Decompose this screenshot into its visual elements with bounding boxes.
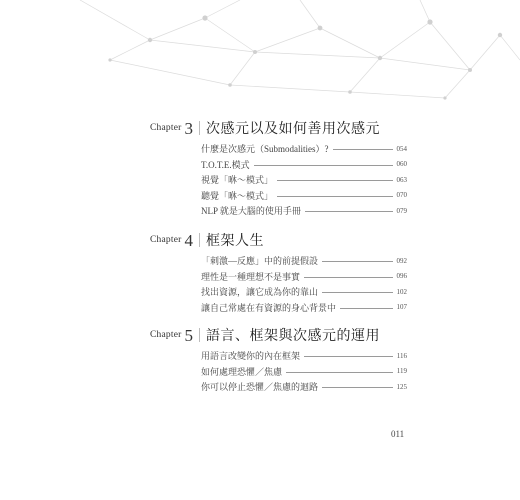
chapter-word: Chapter bbox=[150, 330, 182, 340]
dot-leader bbox=[304, 277, 392, 278]
chapter-heading bbox=[150, 118, 380, 138]
toc-entry-page: 054 bbox=[396, 144, 407, 153]
chapter-word: Chapter bbox=[150, 235, 182, 245]
chapter-separator bbox=[199, 328, 200, 342]
dot-leader bbox=[322, 292, 392, 293]
toc-entry[interactable] bbox=[201, 365, 407, 378]
toc-entry-title: 如何處理恐懼／焦慮 bbox=[201, 366, 283, 377]
toc-entry-title: 什麼是次感元（Submodalities）? bbox=[201, 144, 329, 154]
toc-entry[interactable] bbox=[201, 254, 407, 267]
chapter-heading bbox=[150, 325, 380, 345]
toc-entry-title: 聽覺「咻～模式」 bbox=[201, 190, 274, 201]
dot-leader bbox=[277, 180, 392, 181]
toc-entry[interactable] bbox=[201, 285, 407, 298]
chapter-title: 語言、框架與次感元的運用 bbox=[205, 329, 380, 344]
toc-entry-page: 063 bbox=[396, 175, 407, 184]
chapter-word: Chapter bbox=[150, 123, 182, 133]
toc-entry[interactable] bbox=[201, 301, 407, 314]
toc-entry-page: 125 bbox=[396, 382, 407, 391]
toc-entry-page: 070 bbox=[396, 191, 407, 199]
toc-entry-page: 092 bbox=[396, 256, 407, 265]
dot-leader bbox=[322, 261, 392, 262]
toc-entry-page: 119 bbox=[396, 367, 407, 375]
toc-entry-page: 079 bbox=[396, 206, 407, 215]
chapter-title: 框架人生 bbox=[205, 234, 264, 249]
toc-entry[interactable] bbox=[201, 270, 407, 283]
toc-entry[interactable] bbox=[201, 204, 407, 217]
toc-entry-title: NLP 就是大腦的使用手冊 bbox=[201, 206, 301, 216]
toc-entry-title: 理性是一種理想不是事實 bbox=[201, 271, 301, 282]
dot-leader bbox=[305, 211, 393, 212]
toc-entry-page: 116 bbox=[396, 351, 407, 360]
dot-leader bbox=[286, 372, 393, 373]
dot-leader bbox=[340, 308, 392, 309]
chapter-number: 3 bbox=[184, 118, 193, 138]
toc-entry-title: 你可以停止恐懼／焦慮的迴路 bbox=[201, 382, 319, 392]
dot-leader bbox=[304, 356, 393, 357]
network-decoration bbox=[0, 0, 520, 100]
chapter-separator bbox=[199, 233, 200, 247]
chapter-number: 5 bbox=[184, 325, 193, 345]
toc-entry-page: 060 bbox=[396, 160, 407, 168]
toc-entry[interactable] bbox=[201, 173, 407, 186]
dot-leader bbox=[277, 196, 392, 197]
toc-entry-title: T.O.T.E.模式 bbox=[201, 159, 250, 170]
toc-entry-title: 視覺「咻～模式」 bbox=[201, 175, 274, 185]
dot-leader bbox=[254, 165, 393, 166]
chapter-separator bbox=[199, 121, 200, 135]
toc-entry-title: 讓自己常處在有資源的身心背景中 bbox=[201, 302, 337, 313]
toc-entry-title: 用語言改變你的內在框架 bbox=[201, 351, 301, 361]
toc-entry[interactable] bbox=[201, 349, 407, 362]
toc-entry-title: 找出資源，讓它成為你的靠山 bbox=[201, 287, 319, 297]
dot-leader bbox=[333, 149, 393, 150]
toc-entry-page: 107 bbox=[396, 303, 407, 311]
toc-entry-page: 102 bbox=[396, 287, 407, 296]
chapter-title: 次感元以及如何善用次感元 bbox=[205, 122, 380, 137]
toc-entry[interactable] bbox=[201, 189, 407, 202]
page-number: 011 bbox=[391, 429, 405, 439]
chapter-number: 4 bbox=[184, 230, 193, 250]
toc-entry-title: 「刺激—反應」中的前提假設 bbox=[201, 256, 319, 266]
toc-entry-page: 096 bbox=[396, 272, 407, 280]
toc-entry[interactable] bbox=[201, 142, 407, 155]
chapter-heading bbox=[150, 230, 264, 250]
dot-leader bbox=[322, 387, 392, 388]
toc-entry[interactable] bbox=[201, 380, 407, 393]
toc-entry[interactable] bbox=[201, 158, 407, 171]
